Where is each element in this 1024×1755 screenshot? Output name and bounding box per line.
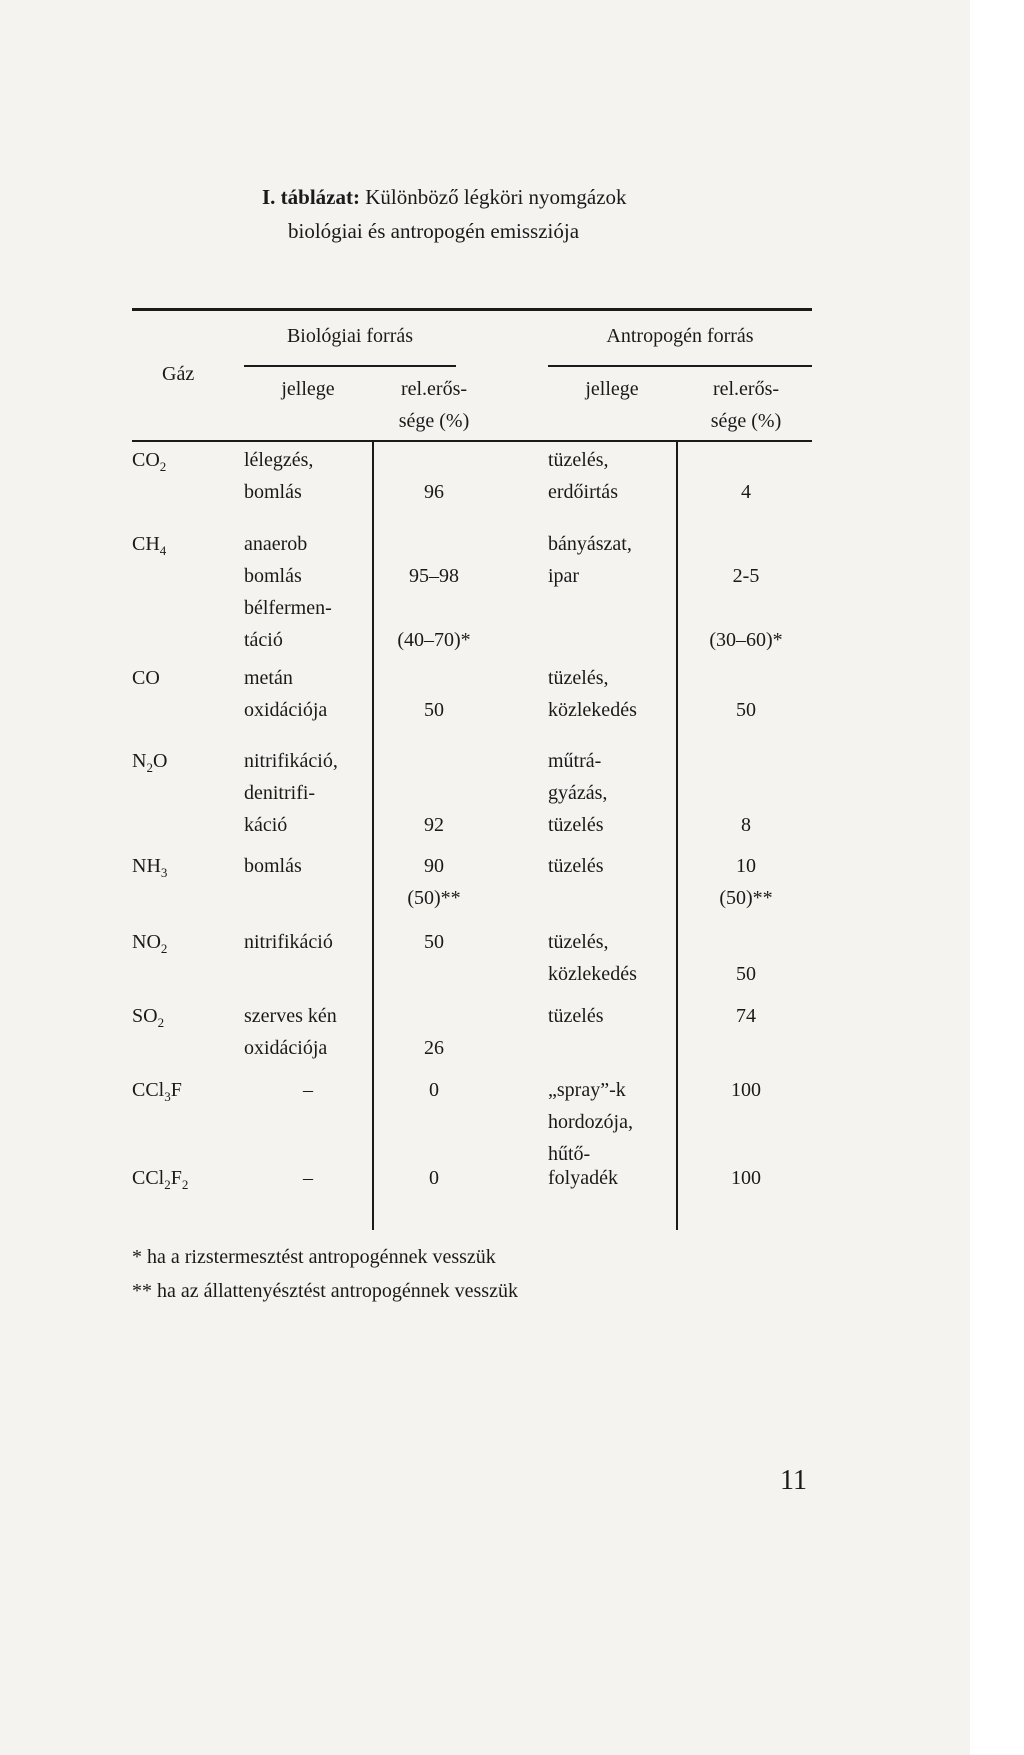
bio-nature-cell-line: táció [244,629,283,651]
bio-nature-cell [244,1074,372,1106]
antro-strength-cell-line: 2-5 [732,565,760,587]
gas-formula [132,528,166,560]
bio-strength-cell-line: 50 [424,931,444,953]
antro-strength-cell-line: 100 [731,1079,761,1101]
gas-subscript: 3 [160,865,168,880]
gas-subscript: 3 [164,1089,171,1104]
antro-strength-cell-line: 8 [741,814,751,836]
bio-nature-cell [244,1162,372,1194]
gas-formula [132,850,167,882]
bio-strength-cell-line [374,528,494,560]
gas-symbol: CH [132,533,160,555]
gas-formula [132,926,167,958]
gas-symbol: CCl [132,1079,165,1101]
antro-strength-cell-line: (30–60)* [709,629,783,651]
bio-nature-cell-line: káció [244,814,288,836]
bio-nature-cell-line: denitrifi- [244,782,316,804]
antro-strength-cell [678,926,814,990]
bio-strength-cell [374,1162,494,1194]
antro-nature-cell-line: „spray”-k [548,1079,626,1101]
bio-nature-cell [244,1000,337,1064]
bio-nature-cell-line: oxidációja [244,699,328,721]
antro-nature-cell-line: folyadék [548,1167,618,1189]
bio-strength-cell-line: 92 [424,814,444,836]
gas-symbol-tail: O [152,750,168,772]
header-bio-group: Biológiai forrás [286,325,414,347]
antro-strength-cell [678,1074,814,1106]
antro-nature-cell [548,528,632,592]
gas-subscript: 2 [160,941,168,956]
antro-group-rule [548,365,812,367]
bio-nature-cell-line: anaerob [244,533,308,555]
bio-nature-cell-line: nitrifikáció [244,931,333,953]
bio-strength-cell [374,444,494,508]
antro-nature-cell-line: tüzelés [548,855,604,877]
bio-nature-cell-line: bomlás [244,481,302,503]
caption-label: I. táblázat: [262,185,360,209]
header-bottom-rule [132,440,812,442]
bio-nature-cell-line: lélegzés, [244,449,314,471]
bio-nature-cell [244,662,327,726]
bio-strength-cell [374,528,494,656]
antro-strength-cell-line: 74 [736,1005,756,1027]
bio-strength-cell-line [374,777,494,809]
bio-strength-cell-line [374,592,494,624]
bio-strength-cell-line [374,1000,494,1032]
bio-nature-cell-line: – [303,1079,313,1101]
bio-strength-cell-line: 95–98 [409,565,459,587]
antro-nature-cell [548,662,637,726]
gas-symbol: NH [132,855,161,877]
gas-formula [132,662,160,694]
antro-strength-cell [678,850,814,914]
antro-strength-cell-line: 10 [736,855,756,877]
antro-nature-cell [548,1162,618,1194]
bio-nature-cell-line: bomlás [244,565,302,587]
bio-group-rule [244,365,456,367]
footnote-2: ** ha az állattenyésztést antropogénnek vesszük [132,1280,518,1302]
page-number: 11 [780,1465,807,1496]
bio-nature-cell [244,528,332,656]
footnotes [132,1240,518,1308]
bio-nature-cell [244,745,338,841]
bio-strength-cell [374,662,494,726]
gas-subscript: 2 [159,459,167,474]
bio-nature-cell [244,926,333,958]
bio-strength-cell [374,745,494,841]
antro-strength-cell [678,662,814,726]
antro-strength-cell [678,745,814,841]
antro-nature-cell-line: gyázás, [548,782,608,804]
table-caption [262,180,627,248]
gas-symbol: N [132,750,147,772]
bio-strength-cell-line: (40–70)* [397,629,471,651]
header-gas: Gáz [162,363,195,385]
bio-strength-cell-line: 26 [424,1037,444,1059]
bio-strength-cell-line [374,745,494,777]
bio-nature-cell [244,444,313,508]
gas-symbol-tail: F [170,1079,182,1101]
antro-strength-cell [678,1162,814,1194]
bio-strength-cell-line: 0 [429,1167,439,1189]
gas-subscript: 2 [164,1177,171,1192]
antro-nature-cell-line: hordozója, [548,1111,633,1133]
antro-strength-cell-line [678,745,814,777]
gas-subscript: 2 [146,760,153,775]
antro-nature-cell-line: tüzelés, [548,449,609,471]
antro-nature-cell-line: tüzelés [548,1005,604,1027]
gas-symbol: CO [132,449,160,471]
antro-nature-cell-line: tüzelés [548,814,604,836]
antro-nature-cell-line: közlekedés [548,699,637,721]
bio-nature-cell-line: bélfermen- [244,597,332,619]
antro-strength-cell-line: 50 [736,963,756,985]
antro-nature-cell-line: tüzelés, [548,931,609,953]
bio-strength-cell [374,850,494,914]
bio-strength-cell-line [374,444,494,476]
gas-subscript: 4 [159,543,167,558]
antro-strength-cell [678,528,814,656]
antro-nature-cell [548,444,618,508]
antro-nature-cell-line: műtrá- [548,750,602,772]
bio-strength-cell-line: 0 [429,1079,439,1101]
antro-nature-cell [548,745,607,841]
gas-symbol: SO [132,1005,158,1027]
antro-strength-cell-line [678,528,814,560]
bio-strength-cell [374,1074,494,1106]
bio-strength-cell [374,926,494,958]
bio-strength-cell-line [374,662,494,694]
gas-formula [132,1000,164,1032]
antro-nature-cell-line: hűtő- [548,1143,591,1165]
antro-strength-cell-line [678,926,814,958]
caption-line2: biológiai és antropogén emissziója [288,219,580,243]
header-bio-nature: jellege [281,378,335,400]
antro-strength-cell-line: 100 [731,1167,761,1189]
antro-strength-cell-line [678,662,814,694]
antro-nature-cell-line: erdőirtás [548,481,618,503]
antro-nature-cell-line: tüzelés, [548,667,609,689]
antro-nature-cell-line: ipar [548,565,580,587]
gas-symbol: NO [132,931,161,953]
antro-nature-cell [548,1074,633,1170]
bio-strength-cell-line: 90 [424,855,444,877]
header-bio-strength-line1: rel.erős- [400,378,468,400]
caption-text: Különböző légköri nyomgázok [365,185,627,209]
antro-nature-cell [548,926,637,990]
antro-nature-cell-line: közlekedés [548,963,637,985]
gas-subscript: 2 [157,1015,165,1030]
antro-strength-cell [678,1000,814,1032]
bio-nature-cell-line: metán [244,667,293,689]
antro-strength-cell-line: 50 [736,699,756,721]
antro-strength-cell-line [678,777,814,809]
antro-nature-cell-line: bányászat, [548,533,632,555]
gas-formula [132,745,167,777]
bio-strength-cell-line: 96 [424,481,444,503]
gas-symbol: CCl [132,1167,165,1189]
bio-strength-cell-line: 50 [424,699,444,721]
header-antro-group: Antropogén forrás [606,325,754,347]
gas-symbol-tail: F [170,1167,182,1189]
antro-strength-cell-line [678,444,814,476]
header-antro-nature: jellege [585,378,639,400]
bio-nature-cell-line: oxidációja [244,1037,328,1059]
gas-formula [132,1074,182,1106]
table-top-rule [132,308,812,311]
header-antro-strength-line2: sége (%) [710,410,782,432]
antro-nature-cell [548,850,604,882]
antro-strength-cell-line: 4 [741,481,751,503]
bio-strength-cell-line: (50)** [407,887,461,909]
gas-formula [132,444,166,476]
bio-strength-cell [374,1000,494,1064]
footnote-1: * ha a rizstermesztést antropogénnek vesszük [132,1246,496,1268]
bio-nature-cell-line: nitrifikáció, [244,750,338,772]
antro-strength-cell-line: (50)** [719,887,773,909]
bio-nature-cell-line: szerves kén [244,1005,337,1027]
header-bio-strength [374,373,494,437]
antro-strength-cell [678,444,814,508]
header-bio-strength-line2: sége (%) [398,410,470,432]
bio-nature-cell-line: bomlás [244,855,302,877]
antro-strength-cell-line [678,592,814,624]
gas-symbol: CO [132,667,160,689]
bio-nature-cell [244,850,302,882]
antro-nature-cell [548,1000,604,1032]
bio-nature-cell-line: – [303,1167,313,1189]
gas-formula [132,1162,188,1194]
header-antro-strength-line1: rel.erős- [712,378,780,400]
gas-subscript: 2 [181,1177,189,1192]
header-antro-strength [678,373,814,437]
